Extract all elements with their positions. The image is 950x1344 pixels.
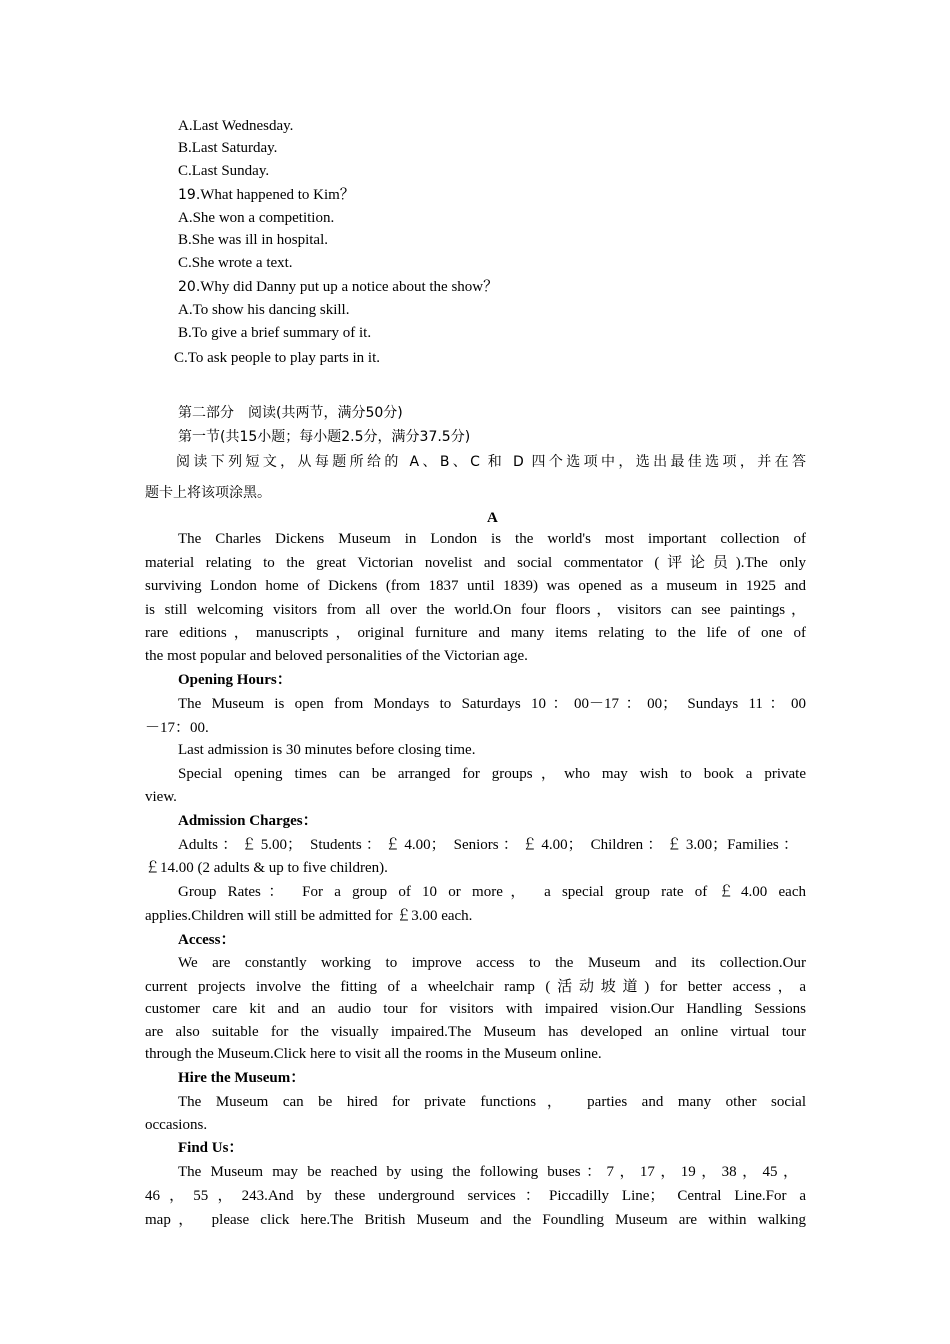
instruction-line-1: 阅读下列短文，从每题所给的 A、B、C 和 D 四个选项中，选出最佳选项，并在答 bbox=[176, 454, 806, 470]
find-line-2: 46，55，243.And by these underground services：Piccadilly Line； Central Line.For a bbox=[145, 1188, 806, 1204]
q18-option-c: C.Last Sunday. bbox=[178, 163, 270, 179]
opening-line-3: Last admission is 30 minutes before closing time. bbox=[178, 742, 476, 758]
hire-heading: Hire the Museum： bbox=[178, 1070, 306, 1086]
access-line-2: current projects involve the fitting of a wheelchair ramp (活动坡道) for better access，a bbox=[145, 979, 806, 995]
q18-option-b: B.Last Saturday. bbox=[178, 140, 278, 156]
access-line-5: through the Museum.Click here to visit all the rooms in the Museum online. bbox=[145, 1046, 602, 1062]
access-line-3: customer care kit and an audio tour for visitors with impaired vision.Our Handling Sessions bbox=[145, 1001, 806, 1017]
q20-option-c: C.To ask people to play parts in it. bbox=[174, 350, 381, 366]
q20-number: 20. bbox=[178, 279, 201, 295]
access-line-1: We are constantly working to improve access to the Museum and its collection.Our bbox=[178, 955, 806, 971]
intro-line-2: material relating to the great Victorian novelist and social commentator (评论员).The only bbox=[145, 555, 806, 571]
q20-option-a: A.To show his dancing skill. bbox=[178, 302, 350, 318]
q19-question bbox=[178, 185, 355, 205]
intro-line-4: is still welcoming visitors from all over the world.On four floors，visitors can see paintings， bbox=[145, 602, 806, 618]
find-line-3: map， please click here.The British Museum and the Foundling Museum are within walking bbox=[145, 1212, 806, 1228]
section-one-title: 第一节(共15小题；每小题2.5分，满分37.5分) bbox=[178, 429, 471, 445]
admission-heading: Admission Charges： bbox=[178, 813, 318, 829]
intro-line-1: The Charles Dickens Museum in London is the world's most important collection of bbox=[178, 531, 806, 547]
find-us-heading: Find Us： bbox=[178, 1140, 244, 1156]
passage-label: A bbox=[487, 510, 498, 526]
hire-line-1: The Museum can be hired for private functions， parties and many other social bbox=[178, 1094, 806, 1110]
opening-line-1: The Museum is open from Mondays to Saturdays 10：00－17：00； Sundays 11：00 bbox=[178, 696, 806, 712]
q19-option-a: A.She won a competition. bbox=[178, 210, 335, 226]
instruction-line-2: 题卡上将该项涂黑。 bbox=[145, 485, 271, 501]
q19-option-b: B.She was ill in hospital. bbox=[178, 232, 328, 248]
q20-question bbox=[178, 277, 498, 297]
q18-option-a: A.Last Wednesday. bbox=[178, 118, 294, 134]
access-heading: Access： bbox=[178, 932, 236, 948]
intro-line-3: surviving London home of Dickens (from 1837 until 1839) was opened as a museum in 1925 and bbox=[145, 578, 806, 594]
part-two-title: 第二部分 阅读(共两节，满分50分) bbox=[178, 405, 403, 421]
q19-text: What happened to Kim？ bbox=[200, 187, 355, 203]
admission-line-1: Adults：￡5.00； Students：￡4.00； Seniors：￡4.00； Children：￡3.00；Families： bbox=[178, 837, 798, 853]
admission-line-3: Group Rates： For a group of 10 or more， a special group rate of ￡4.00 each bbox=[178, 884, 806, 900]
intro-line-5: rare editions，manuscripts，original furniture and many items relating to the life of one of bbox=[145, 625, 806, 641]
opening-line-5: view. bbox=[145, 789, 177, 805]
intro-line-6: the most popular and beloved personalities of the Victorian age. bbox=[145, 648, 528, 664]
opening-line-2: －17：00. bbox=[145, 720, 209, 736]
admission-line-2: ￡14.00 (2 adults & up to five children). bbox=[145, 860, 388, 876]
q19-number: 19. bbox=[178, 187, 201, 203]
opening-line-4: Special opening times can be arranged for groups，who may wish to book a private bbox=[178, 766, 806, 782]
hire-line-2: occasions. bbox=[145, 1117, 208, 1133]
q20-option-b: B.To give a brief summary of it. bbox=[178, 325, 372, 341]
q19-option-c: C.She wrote a text. bbox=[178, 255, 293, 271]
q20-text: Why did Danny put up a notice about the show？ bbox=[200, 279, 499, 295]
find-line-1: The Museum may be reached by using the following buses：7，17，19，38，45， bbox=[178, 1164, 798, 1180]
opening-hours-heading: Opening Hours： bbox=[178, 672, 292, 688]
access-line-4: are also suitable for the visually impaired.The Museum has developed an online virtual tour bbox=[145, 1024, 806, 1040]
admission-line-4: applies.Children will still be admitted for ￡3.00 each. bbox=[145, 908, 473, 924]
